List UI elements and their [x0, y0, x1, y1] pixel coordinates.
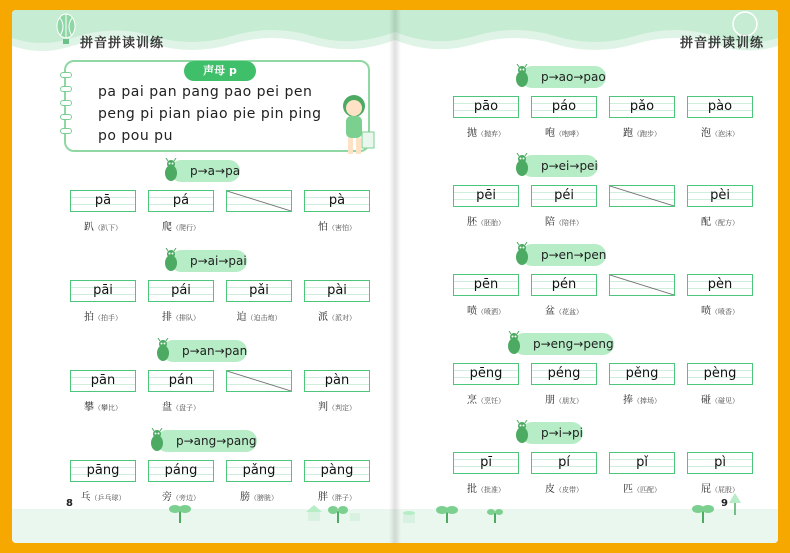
exercise-cell — [687, 363, 753, 406]
hanzi-char: 胚 — [467, 217, 477, 228]
pinyin-box: pào — [687, 96, 753, 118]
exercise-cell — [304, 460, 370, 503]
exercise-cell — [453, 274, 519, 317]
bug-icon — [148, 428, 166, 454]
banner-text: p→ang→pang — [176, 434, 257, 448]
intro-line: peng pi pian piao pie pin ping — [98, 106, 322, 122]
exercise-cell — [304, 280, 370, 323]
exercise-cell — [148, 280, 214, 323]
word-hint: （判定） — [328, 404, 356, 412]
exercise-cell — [453, 185, 519, 228]
bug-icon — [162, 158, 180, 184]
example-word — [304, 308, 370, 323]
exercise-cell — [226, 280, 292, 323]
example-word — [70, 218, 136, 233]
right-page — [395, 10, 778, 543]
header-wave-decoration — [12, 10, 395, 62]
bug-icon — [513, 242, 531, 268]
spelling-banner — [521, 155, 598, 177]
bug-icon — [513, 64, 531, 90]
example-word — [304, 398, 370, 413]
word-hint: （害怕） — [328, 224, 356, 232]
pinyin-box: péi — [531, 185, 597, 207]
word-hint: （爬行） — [172, 224, 200, 232]
house-tree-icon — [302, 503, 362, 523]
exercise-cell — [70, 280, 136, 323]
exercise-row — [453, 363, 753, 406]
hanzi-char: 匹 — [623, 484, 633, 495]
exercise-row — [70, 460, 370, 503]
hanzi-char: 胖 — [318, 492, 328, 503]
banner-text: p→eng→peng — [533, 337, 614, 351]
hanzi-char: 膀 — [240, 492, 250, 503]
banner-text: p→i→pi — [541, 426, 584, 440]
word-hint: （烹饪） — [477, 397, 505, 405]
word-hint: （跑步） — [633, 130, 661, 138]
hanzi-char: 屁 — [701, 484, 711, 495]
pinyin-box: pāo — [453, 96, 519, 118]
hanzi-char: 烹 — [467, 395, 477, 406]
example-word — [687, 124, 753, 139]
pinyin-box: pǎi — [226, 280, 292, 302]
exercise-cell — [148, 190, 214, 233]
intro-line: pa pai pan pang pao pei pen — [98, 84, 313, 100]
spelling-banner — [513, 333, 614, 355]
pinyin-box: pì — [687, 452, 753, 474]
example-word — [687, 213, 753, 228]
hanzi-char: 陪 — [545, 217, 555, 228]
pinyin-box: pèi — [687, 185, 753, 207]
word-hint: （排队） — [172, 314, 200, 322]
hanzi-char: 派 — [318, 312, 328, 323]
example-word — [148, 308, 214, 323]
hanzi-char: 趴 — [84, 222, 94, 233]
hanzi-char: 怕 — [318, 222, 328, 233]
exercise-row — [453, 452, 753, 495]
word-hint: （喷洒） — [477, 308, 505, 316]
example-word — [304, 488, 370, 503]
example-word — [148, 218, 214, 233]
blank-writing-box — [226, 370, 292, 392]
word-hint: （盘子） — [172, 404, 200, 412]
banner-text: p→ao→pao — [541, 70, 606, 84]
exercise-cell — [226, 460, 292, 503]
example-word — [687, 391, 753, 406]
hanzi-char: 碰 — [701, 395, 711, 406]
banner-text: p→an→pan — [182, 344, 248, 358]
bug-icon — [513, 153, 531, 179]
exercise-cell — [304, 190, 370, 233]
exercise-cell — [226, 370, 292, 413]
pinyin-box: pá — [148, 190, 214, 212]
spelling-banner — [156, 430, 257, 452]
blank-writing-box — [609, 274, 675, 296]
exercise-cell — [687, 274, 753, 317]
exercise-cell — [687, 452, 753, 495]
spiral-decoration — [60, 128, 72, 134]
hanzi-char: 盆 — [545, 306, 555, 317]
bug-icon — [513, 420, 531, 446]
word-hint: （花盆） — [555, 308, 583, 316]
hanzi-char: 批 — [467, 484, 477, 495]
exercise-cell — [70, 370, 136, 413]
exercise-cell — [148, 460, 214, 503]
example-word — [687, 302, 753, 317]
example-word — [226, 488, 292, 503]
pinyin-box: páng — [148, 460, 214, 482]
example-word — [226, 308, 292, 323]
exercise-cell — [453, 363, 519, 406]
pinyin-box: pái — [148, 280, 214, 302]
pinyin-box: pàng — [304, 460, 370, 482]
word-hint: （匹配） — [633, 486, 661, 494]
word-hint: （皮带） — [555, 486, 583, 494]
bug-icon — [162, 248, 180, 274]
left-page — [12, 10, 395, 543]
hanzi-char: 朋 — [545, 395, 555, 406]
word-hint: （派对） — [328, 314, 356, 322]
pinyin-box: pàn — [304, 370, 370, 392]
hanzi-char: 配 — [701, 217, 711, 228]
banner-text: p→ei→pei — [541, 159, 598, 173]
example-word — [531, 391, 597, 406]
pinyin-box: páo — [531, 96, 597, 118]
word-hint: （抛弃） — [477, 130, 505, 138]
header-title: 拼音拼读训练 — [679, 36, 764, 51]
hanzi-char: 乓 — [80, 492, 91, 503]
word-hint: （拍手） — [94, 314, 122, 322]
word-hint: （乒乓球） — [90, 494, 126, 502]
exercise-row — [453, 185, 753, 228]
word-hint: （趴下） — [94, 224, 122, 232]
exercise-cell — [531, 274, 597, 317]
exercise-cell — [148, 370, 214, 413]
example-word — [609, 480, 675, 495]
spiral-decoration — [60, 72, 72, 78]
word-hint: （捧场） — [633, 397, 661, 405]
word-hint: （批准） — [477, 486, 505, 494]
word-hint: （碰见） — [711, 397, 739, 405]
word-hint: （咆哮） — [555, 130, 583, 138]
hanzi-char: 泡 — [701, 128, 711, 139]
example-word — [453, 124, 519, 139]
pinyin-box: pēn — [453, 274, 519, 296]
exercise-row — [453, 274, 753, 317]
hanzi-char: 喷 — [701, 306, 711, 317]
word-hint: （配方） — [711, 219, 739, 227]
example-word — [453, 391, 519, 406]
word-hint: （旁边） — [172, 494, 200, 502]
example-word — [70, 398, 136, 413]
pinyin-box: pēi — [453, 185, 519, 207]
hanzi-char: 旁 — [162, 492, 172, 503]
exercise-cell — [304, 370, 370, 413]
page-number: 9 — [721, 498, 728, 509]
exercise-row — [70, 190, 370, 233]
hanzi-char: 咆 — [545, 128, 555, 139]
exercise-cell — [609, 363, 675, 406]
hanzi-char: 攀 — [84, 402, 94, 413]
initial-p-intro-card — [64, 60, 370, 152]
hanzi-char: 抛 — [467, 128, 477, 139]
pinyin-box: pǎng — [226, 460, 292, 482]
page-number: 8 — [66, 498, 73, 509]
spiral-decoration — [60, 86, 72, 92]
pinyin-box: pěng — [609, 363, 675, 385]
pinyin-box: pí — [531, 452, 597, 474]
exercise-cell — [609, 452, 675, 495]
pinyin-box: péng — [531, 363, 597, 385]
exercise-row — [70, 280, 370, 323]
pinyin-box: pǐ — [609, 452, 675, 474]
hanzi-char: 皮 — [545, 484, 555, 495]
sprouts-icon — [435, 503, 515, 523]
hanzi-char: 盘 — [162, 402, 172, 413]
pinyin-box: pēng — [453, 363, 519, 385]
pinyin-box: pà — [304, 190, 370, 212]
intro-tag: 声母 p — [184, 61, 256, 81]
book-spine-shadow — [389, 10, 401, 543]
pinyin-box: pài — [304, 280, 370, 302]
exercise-cell — [687, 96, 753, 139]
spelling-banner — [521, 66, 606, 88]
word-hint: （喷香） — [711, 308, 739, 316]
bug-icon — [505, 331, 523, 357]
sprout-icon — [168, 501, 192, 523]
example-word — [70, 308, 136, 323]
banner-text: p→a→pa — [190, 164, 241, 178]
exercise-cell — [609, 185, 675, 228]
spelling-banner — [521, 422, 583, 444]
example-word — [70, 488, 136, 503]
hanzi-char: 爬 — [162, 222, 172, 233]
exercise-cell — [531, 96, 597, 139]
word-hint: （攀比） — [94, 404, 122, 412]
banner-text: p→en→pen — [541, 248, 607, 262]
girl-illustration — [336, 92, 376, 162]
pinyin-box: pāi — [70, 280, 136, 302]
hanzi-char: 拍 — [84, 312, 94, 323]
pinyin-box: pén — [531, 274, 597, 296]
exercise-cell — [453, 452, 519, 495]
intro-line: po pou pu — [98, 128, 173, 144]
pinyin-box: pèng — [687, 363, 753, 385]
example-word — [304, 218, 370, 233]
word-hint: （朋友） — [555, 397, 583, 405]
spelling-banner — [162, 340, 247, 362]
small-tree-icon — [729, 493, 741, 515]
hanzi-char: 跑 — [623, 128, 633, 139]
example-word — [453, 480, 519, 495]
pinyin-box: pèn — [687, 274, 753, 296]
pinyin-box: pā — [70, 190, 136, 212]
header-title: 拼音拼读训练 — [80, 36, 165, 51]
exercise-cell — [453, 96, 519, 139]
stump-icon — [399, 507, 419, 525]
pinyin-box: pán — [148, 370, 214, 392]
example-word — [531, 124, 597, 139]
blank-writing-box — [226, 190, 292, 212]
example-word — [453, 302, 519, 317]
example-word — [609, 391, 675, 406]
spiral-decoration — [60, 114, 72, 120]
word-hint: （屁股） — [711, 486, 739, 494]
hanzi-char: 排 — [162, 312, 172, 323]
exercise-cell — [531, 363, 597, 406]
example-word — [148, 398, 214, 413]
exercise-cell — [226, 190, 292, 233]
exercise-cell — [70, 190, 136, 233]
exercise-row — [70, 370, 370, 413]
exercise-cell — [531, 185, 597, 228]
example-word — [609, 124, 675, 139]
exercise-row — [453, 96, 753, 139]
example-word — [453, 213, 519, 228]
example-word — [531, 213, 597, 228]
example-word — [531, 480, 597, 495]
banner-text: p→ai→pai — [190, 254, 247, 268]
spelling-banner — [521, 244, 606, 266]
pinyin-box: pān — [70, 370, 136, 392]
sprout-icon — [691, 501, 715, 523]
spiral-decoration — [60, 100, 72, 106]
exercise-cell — [609, 274, 675, 317]
exercise-cell — [531, 452, 597, 495]
bug-icon — [154, 338, 172, 364]
hanzi-char: 判 — [318, 402, 328, 413]
hanzi-char: 迫 — [236, 312, 247, 323]
word-hint: （泡沫） — [711, 130, 739, 138]
word-hint: （膀胱） — [250, 494, 278, 502]
exercise-cell — [687, 185, 753, 228]
example-word — [687, 480, 753, 495]
hanzi-char: 喷 — [467, 306, 477, 317]
example-word — [531, 302, 597, 317]
spelling-banner — [170, 250, 247, 272]
exercise-cell — [70, 460, 136, 503]
pinyin-box: pǎo — [609, 96, 675, 118]
hanzi-char: 捧 — [623, 395, 633, 406]
word-hint: （胖子） — [328, 494, 356, 502]
blank-writing-box — [609, 185, 675, 207]
exercise-cell — [609, 96, 675, 139]
pinyin-box: pī — [453, 452, 519, 474]
pinyin-box: pāng — [70, 460, 136, 482]
word-hint: （迫击炮） — [246, 314, 282, 322]
word-hint: （陪伴） — [555, 219, 583, 227]
spelling-banner — [170, 160, 240, 182]
word-hint: （胚胎） — [477, 219, 505, 227]
